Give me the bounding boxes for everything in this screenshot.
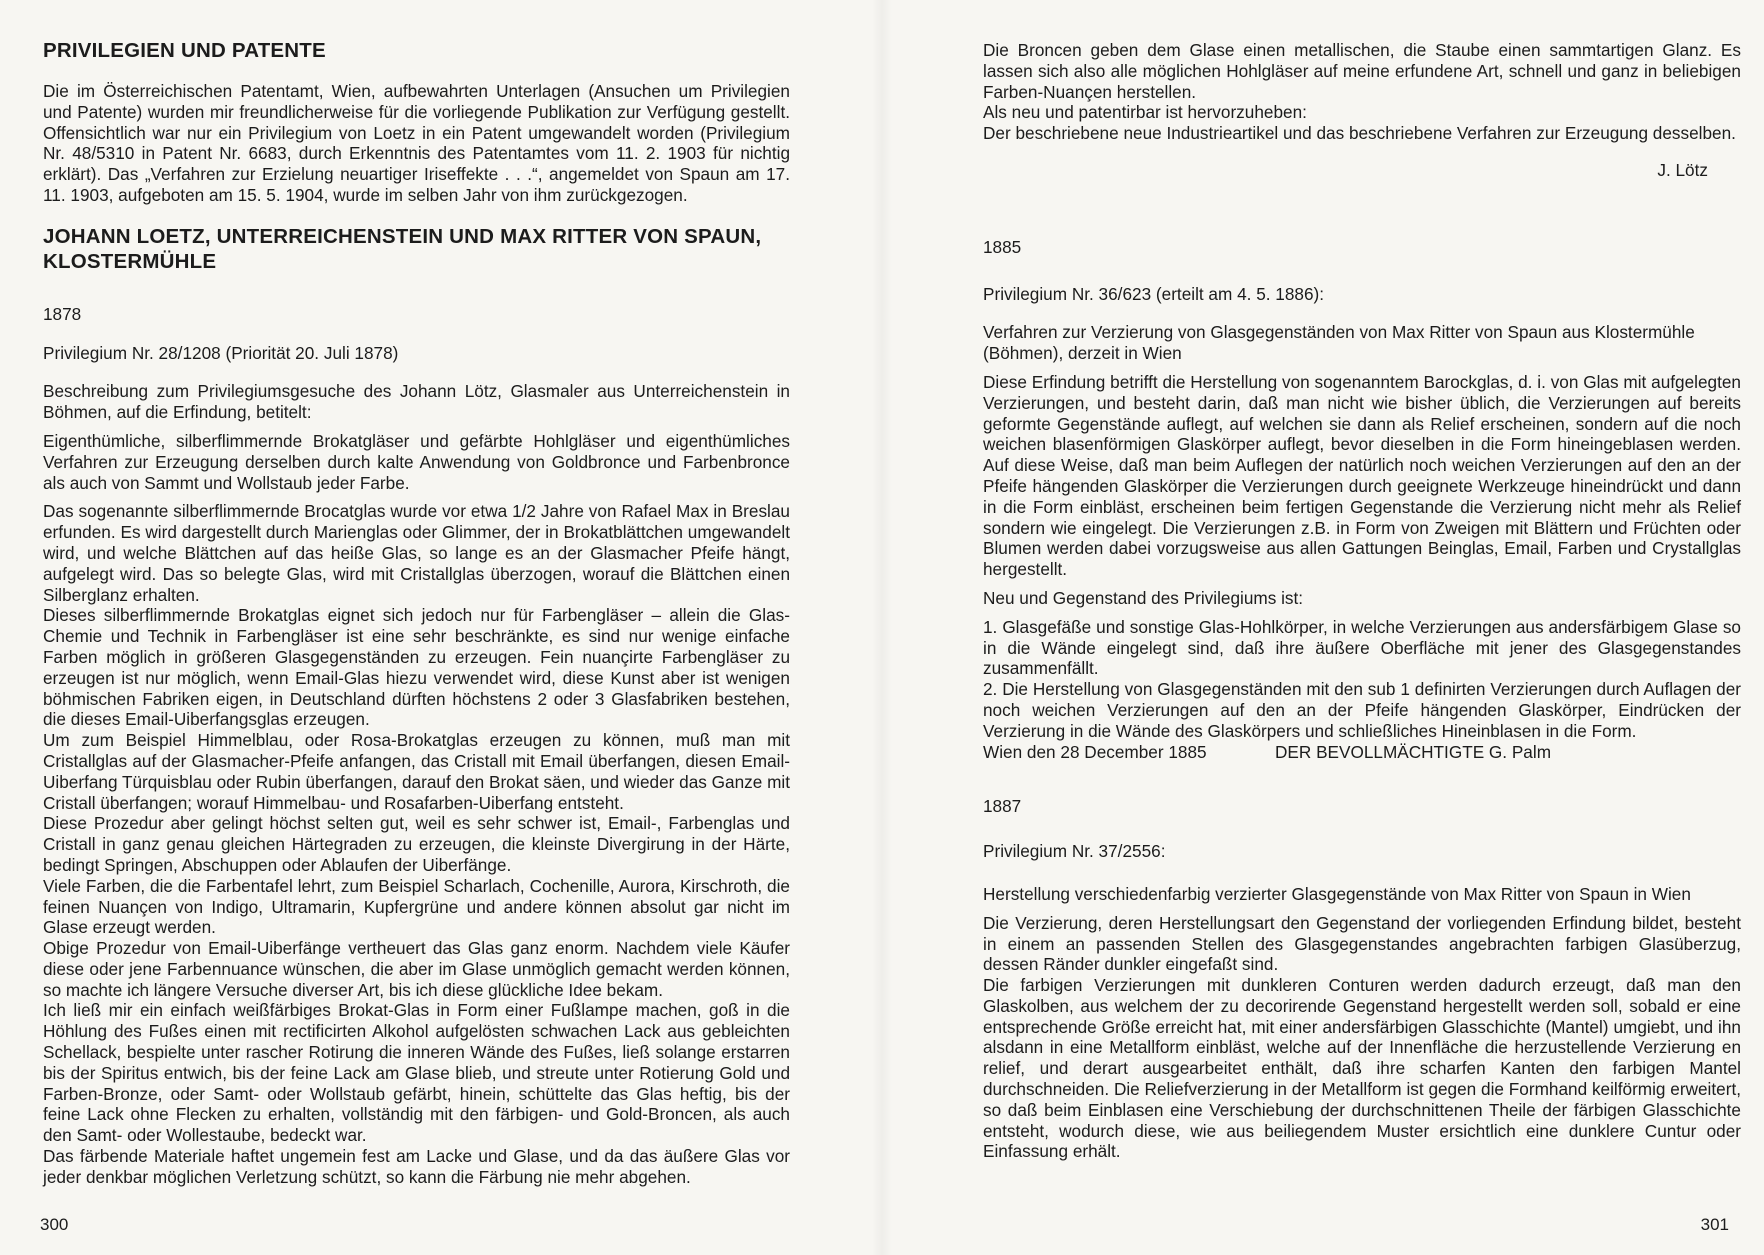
agent-signature: DER BEVOLLMÄCHTIGTE G. Palm — [1275, 741, 1552, 762]
section-heading-loetz-spaun: JOHANN LOETZ, UNTERREICHENSTEIN UND MAX RITTER VON SPAUN, KLOSTERMÜHLE — [43, 224, 762, 273]
body-paragraph: Diese Prozedur aber gelingt höchst selten gut, weil es sehr schwer ist, Email-, Farbenglas und Cristall in ganz genau gleichen Härtegraden zu erzeugen, die kleinste Divergirung in der Härte, bedingt Springen, Abschuppen oder Ablaufen der Uiberfänge. — [43, 813, 790, 875]
signature-row — [983, 742, 1741, 763]
section-heading-privilegien: PRIVILEGIEN UND PATENTE — [43, 39, 326, 62]
claim-text: Der beschriebene neue Industrieartikel und das beschriebene Verfahren zur Erzeugung desselben. — [983, 123, 1736, 144]
right-page — [882, 0, 1764, 1255]
place-date: Wien den 28 December 1885 — [983, 741, 1207, 762]
year-label: 1885 — [983, 236, 1022, 257]
claim-intro: Als neu und patentirbar ist hervorzuheben: — [983, 102, 1307, 123]
body-paragraph: Das sogenannte silberflimmernde Brocatglas wurde vor etwa 1/2 Jahre von Rafael Max in Breslau erfunden. Es wird dargestellt durch Marienglas oder Glimmer, der in Brokatblättchen umgewandelt wird, und welche Blättchen auf das heiße Glas, so lange es an der Glasmacher Pfeife hängt, aufgelegt wird. Das so belegte Glas, wird mit Cristallglas überzogen, worauf die Blättchen einen Silberglanz erhalten. — [43, 501, 790, 605]
privilege-number: Privilegium Nr. 36/623 (erteilt am 4. 5. 1886): — [983, 283, 1325, 304]
body-paragraph: Die Verzierung, deren Herstellungsart den Gegenstand der vorliegenden Erfindung bildet, besteht in einem an passenden Stellen des Glasgegenstandes angebrachten farbigen Glasüberzug, dessen Ränder dunkler eingefaßt sind. — [983, 912, 1741, 975]
body-paragraph: Viele Farben, die die Farbentafel lehrt, zum Beispiel Scharlach, Cochenille, Aurora, Kirschroth, die feinen Nuançen von Indigo, Ultramarin, Kupfergrüne und andere können absolut gar nicht im Glase erzeugt werden. — [43, 875, 790, 938]
privilege-number: Privilegium Nr. 37/2556: — [983, 841, 1166, 862]
year-label: 1878 — [43, 303, 82, 324]
body-paragraph: Diese Erfindung betrifft die Herstellung von sogenanntem Barockglas, d. i. von Glas mit aufgelegten Verzierungen, und besteht darin, daß man nicht wie bisher üblich, die Verzierungen auf bereits geformte Gegenstände auflegt, auf welchen sie dann als Relief erscheinen, sondern auf die noch weichen blasenförmigen Glaskörper auflegt, bevor dieselben in die Form hineingeblasen werden. Auf diese Weise, daß man beim Auflegen der natürlich noch weichen Verzierungen auf den an der Pfeife hängenden Glaskörper die Verzierungen durch geeignete Werkzeuge hineindrückt und dann in die Form einbläst, erscheinen beim fertigen Gegenstande die Verzierung nicht mehr als Relief sondern wie eingelegt. Die Verzierungen z.B. in Form von Zweigen mit Blättern und Früchten oder Blumen werden dabei vorzugsweise aus allen Gattungen Beinglas, Email, Farben und Crystallglas hergestellt. — [983, 371, 1741, 580]
body-paragraph: Um zum Beispiel Himmelblau, oder Rosa-Brokatglas erzeugen zu können, muß man mit Cristallglas auf der Glasmacher-Pfeife anfangen, das Cristall mit Email überfangen, diesen Email-Uiberfang Türquisblau oder Rubin überfangen, darauf den Brokat säen, und wieder das Ganze mit Cristall überfangen; worauf Himmelbau- und Rosafarben-Uiberfang entsteht. — [43, 730, 790, 813]
claim-item: 2. Die Herstellung von Glasgegenständen mit den sub 1 definirten Verzierungen durch Auflagen der noch weichen Verzierungen auf den an der Pfeife hängenden Glaskörper, Eindrücken der Verzierung in die Wände des Glaskörpers und schließliches Hineinblasen in die Form. — [983, 679, 1741, 741]
invention-title: Herstellung verschiedenfarbig verzierter Glasgegenstände von Max Ritter von Spaun in Wien — [983, 883, 1691, 904]
claim-item: 1. Glasgefäße und sonstige Glas-Hohlkörper, in welche Verzierungen aus andersfärbigem Glase so in die Wände eingelegt sind, daß ihre äußere Oberfläche mit jener des Glasgegenstandes zusammenfällt. — [983, 616, 1741, 679]
continuation-paragraph: Die Broncen geben dem Glase einen metallischen, die Staube einen sammtartigen Glanz. Es lassen sich also alle möglichen Hohlgläser auf meine erfundene Art, schnell und ganz in beliebigen Farben-Nuançen herstellen. — [983, 40, 1741, 102]
privilege-number: Privilegium Nr. 28/1208 (Priorität 20. Juli 1878) — [43, 342, 399, 363]
body-paragraph: Obige Prozedur von Email-Uiberfänge vertheuert das Glas ganz enorm. Nachdem viele Käufer diese oder jene Farbennuance wünschen, die aber im Glase unmöglich gemacht werden können, so machte ich längere Versuche diverser Art, bis ich diese glückliche Idee bekam. — [43, 938, 790, 1000]
body-paragraph: Die farbigen Verzierungen mit dunkleren Conturen werden dadurch erzeugt, daß man den Glaskolben, aus welchem der zu decorirende Gegenstand hergestellt werden soll, sobald er eine entsprechende Größe erreicht hat, mit einer andersfärbigen Glasschichte (Mantel) umgiebt, und ihn alsdann in eine Metallform einbläst, welche auf der Innenfläche die herzustellende Verzierung en relief, und derart ausgearbeitet enthält, daß ihre scharfen Kanten den farbigen Mantel durchschneiden. Die Reliefverzierung in der Metallform ist gegen die Formhand keilförmig erweitert, so daß beim Einblasen eine Verschiebung der durchschnittenen Theile der färbigen Glasschichte entsteht, wodurch diese, wie aus beiliegendem Muster ersichtlich eine dunklere Cuntur oder Einfassung erhält. — [983, 975, 1741, 1162]
invention-title: Eigenthümliche, silberflimmernde Brokatgläser und gefärbte Hohlgläser und eigenthümliches Verfahren zur Erzeugung derselben durch kalte Anwendung von Goldbronce und Farbenbronce als auch von Sammt und Wollstaub jeder Farbe. — [43, 430, 790, 493]
right-column — [983, 40, 1741, 1162]
left-column — [43, 38, 790, 1188]
intro-paragraph: Die im Österreichischen Patentamt, Wien, aufbewahrten Unterlagen (Ansuchen um Privilegien und Patente) wurden mir freundlicherweise für die vorliegende Publikation zur Verfügung gestellt. Offensichtlich war nur ein Privilegium von Loetz in ein Patent umgewandelt worden (Privilegium Nr. 48/5310 in Patent Nr. 6683, durch Erkenntnis des Patentamtes vom 11. 2. 1903 für nichtig erklärt). Das „Verfahren zur Erzielung neuartiger Iriseffekte . . .“, angemeldet von Spaun am 17. 11. 1903, aufgeboten am 15. 5. 1904, wurde im selben Jahr von ihm zurückgezogen. — [43, 81, 790, 205]
year-label: 1887 — [983, 796, 1022, 817]
body-paragraph: Das färbende Materiale haftet ungemein fest am Lacke und Glase, und da das äußere Glas vor jeder denkbar möglichen Verletzung schützt, so kann die Färbung nie mehr abgehen. — [43, 1146, 790, 1187]
body-paragraph: Dieses silberflimmernde Brokatglas eignet sich jedoch nur für Farbengläser – allein die Glas-Chemie und Technik in Farbengläser ist eine sehr beschränkte, es sind nur wenige einfache Farben möglich in größeren Glasgegenständen zu erzeugen. Fein nuançirte Farbengläser zu erzeugen ist nur möglich, wenn Email-Glas hiezu verwendet wird, diese Kunst aber ist wenigen böhmischen Fabriken eigen, in Deutschland dürften höchstens 2 oder 3 Glasfabriken bestehen, die dieses Email-Uiberfangsglas erzeugen. — [43, 605, 790, 730]
body-paragraph: Ich ließ mir ein einfach weißfärbiges Brokat-Glas in Form einer Fußlampe machen, goß in die Höhlung des Fußes einen mit rectificirten Alkohol aufgelösten schwachen Lack aus gebleichten Schellack, bespielte unter rascher Rotirung die inneren Wände des Fußes, ließ solange erstarren bis der Spiritus entwich, bis der feine Lack am Glase blieb, und streute unter Rotierung Gold und Farben-Bronze, oder Samt- oder Wollstaub gefärbt, hinein, schüttelte das Glas heftig, bis der feine Lack ohne Flecken zu erhalten, vollständig mit den färbigen- und Gold-Broncen, als auch den Samt- oder Wollestaube, bedeckt war. — [43, 1000, 790, 1146]
page-number: 300 — [40, 1215, 69, 1234]
signature: J. Lötz — [1657, 159, 1708, 180]
invention-title: Verfahren zur Verzierung von Glasgegenständen von Max Ritter von Spaun aus Klostermühle (Böhmen), derzeit in Wien — [983, 322, 1695, 364]
page-number: 301 — [1700, 1215, 1729, 1234]
claims-heading: Neu und Gegenstand des Privilegiums ist: — [983, 587, 1304, 608]
description-paragraph: Beschreibung zum Privilegiumsgesuche des Johann Lötz, Glasmaler aus Unterreichenstein in Böhmen, auf die Erfindung, betitelt: — [43, 381, 790, 423]
